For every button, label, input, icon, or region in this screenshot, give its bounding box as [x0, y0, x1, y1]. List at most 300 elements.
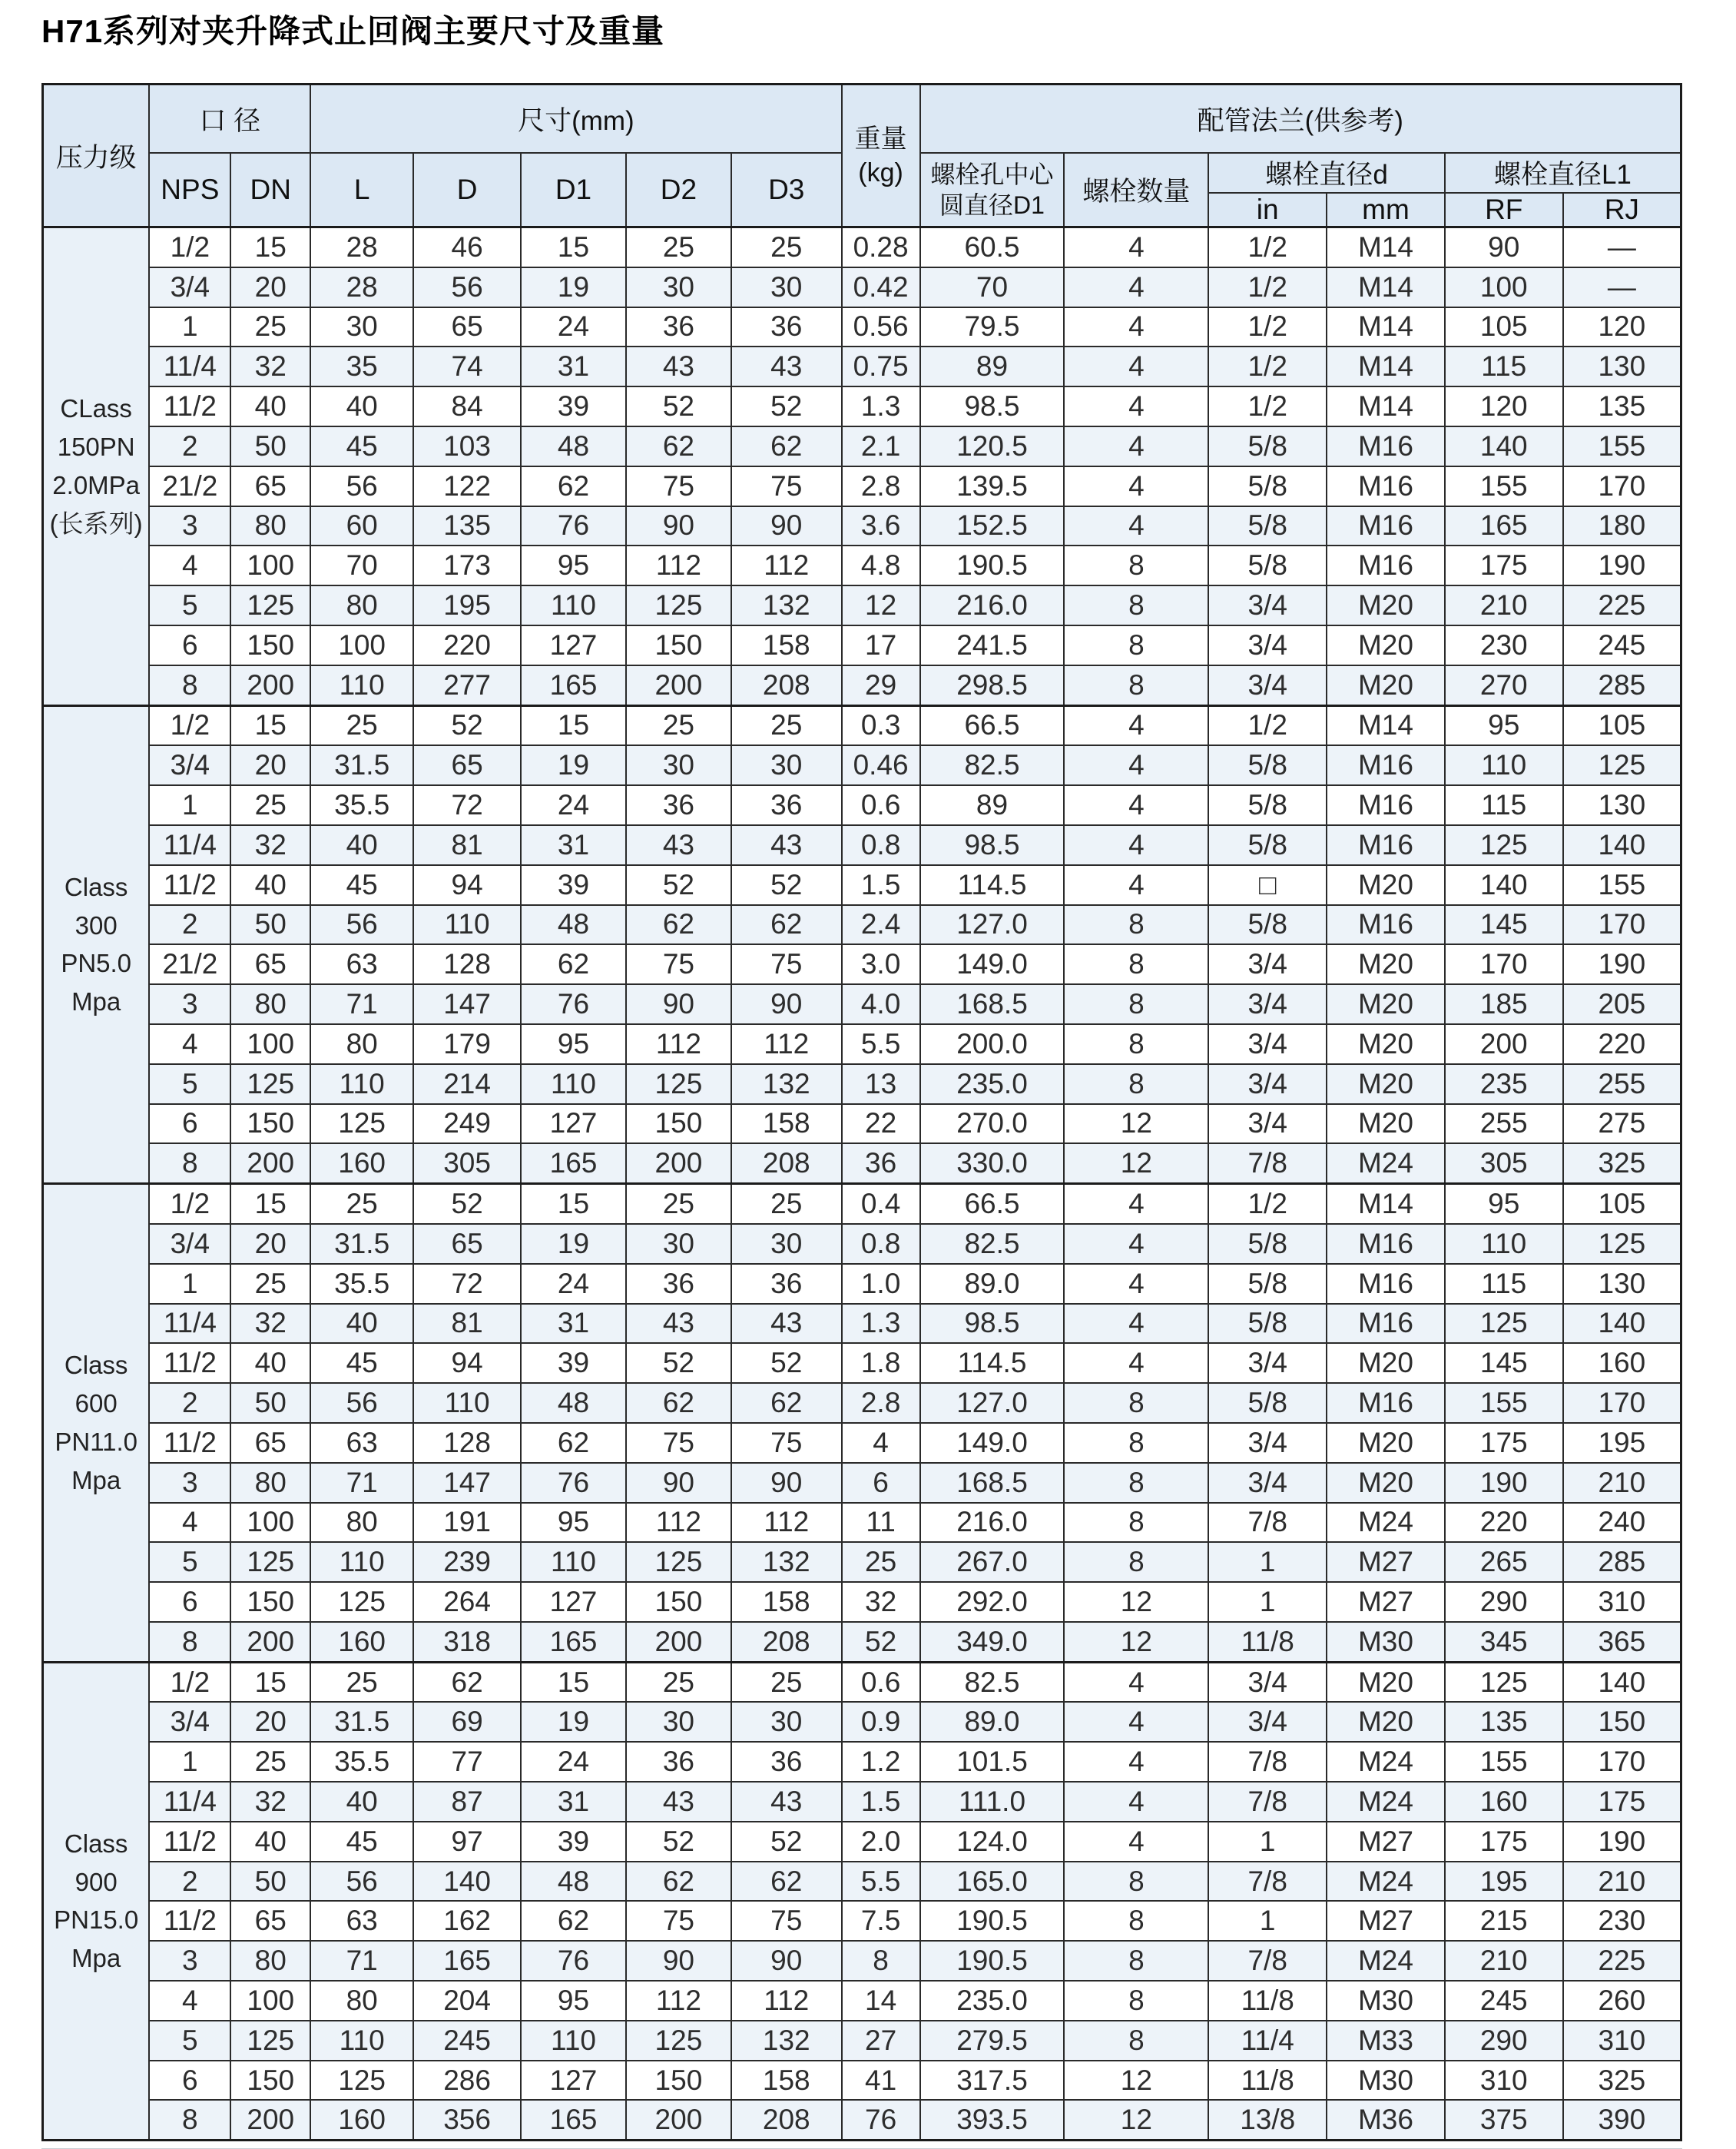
cell: 12	[1064, 1622, 1208, 1662]
table-row	[43, 665, 1681, 705]
cell: 1	[149, 1742, 230, 1782]
cell: 170	[1445, 944, 1563, 984]
cell: 150	[626, 1104, 731, 1144]
cell: 8	[149, 1622, 230, 1662]
cell: 105	[1445, 307, 1563, 347]
table-row	[43, 546, 1681, 585]
cell: M14	[1327, 347, 1445, 386]
cell: 2.8	[842, 1383, 920, 1423]
cell: 150	[626, 625, 731, 665]
cell: M14	[1327, 307, 1445, 347]
table-row	[43, 1862, 1681, 1902]
cell: 4	[1064, 825, 1208, 865]
cell: 56	[413, 267, 521, 307]
cell: 7/8	[1208, 1941, 1327, 1981]
cell: 11/2	[149, 1343, 230, 1383]
cell: 4	[1064, 1264, 1208, 1304]
cell: 290	[1445, 2021, 1563, 2061]
cell: 7/8	[1208, 1782, 1327, 1822]
cell: 100	[230, 546, 310, 585]
cell: 15	[230, 1662, 310, 1702]
cell: 168.5	[920, 1463, 1065, 1503]
cell: 127.0	[920, 1383, 1065, 1423]
cell: 111.0	[920, 1782, 1065, 1822]
cell: 3/4	[1208, 984, 1327, 1024]
table-row	[43, 426, 1681, 466]
table-row	[43, 227, 1681, 267]
cell: 127	[521, 625, 626, 665]
cell: 3	[149, 984, 230, 1024]
cell: 1/2	[149, 705, 230, 745]
table-row	[43, 1742, 1681, 1782]
cell: 40	[310, 386, 413, 426]
cell: 0.3	[842, 705, 920, 745]
cell: 11/4	[1208, 2021, 1327, 2061]
cell: 235.0	[920, 1981, 1065, 2021]
cell: 140	[1445, 426, 1563, 466]
table-row	[43, 1503, 1681, 1543]
cell: 4	[1064, 1782, 1208, 1822]
cell: 100	[230, 1981, 310, 2021]
cell: 25	[626, 705, 731, 745]
cell: 50	[230, 905, 310, 945]
cell: M14	[1327, 1184, 1445, 1224]
cell: 25	[731, 227, 842, 267]
cell: 65	[230, 1901, 310, 1941]
cell: 265	[1445, 1542, 1563, 1582]
cell: 270.0	[920, 1104, 1065, 1144]
cell: 60.5	[920, 227, 1065, 267]
cell: 2	[149, 905, 230, 945]
cell: 43	[626, 825, 731, 865]
cell: 200.0	[920, 1024, 1065, 1064]
cell: 5/8	[1208, 745, 1327, 785]
cell: 210	[1445, 585, 1563, 625]
cell: 11/8	[1208, 2061, 1327, 2101]
cell: 200	[626, 2100, 731, 2140]
cell: 95	[521, 1024, 626, 1064]
table-row	[43, 1981, 1681, 2021]
cell: 24	[521, 1742, 626, 1782]
cell: 3/4	[149, 1702, 230, 1742]
cell: M24	[1327, 1143, 1445, 1183]
table-row	[43, 386, 1681, 426]
cell: 130	[1563, 785, 1681, 825]
cell: 30	[626, 745, 731, 785]
table-row	[43, 1024, 1681, 1064]
cell: 75	[731, 1423, 842, 1463]
cell: 160	[1445, 1782, 1563, 1822]
cell: 20	[230, 267, 310, 307]
cell: 165	[413, 1941, 521, 1981]
cell: 200	[626, 1143, 731, 1183]
cell: 208	[731, 1622, 842, 1662]
cell: 31	[521, 347, 626, 386]
cell: 3/4	[1208, 665, 1327, 705]
cell: 39	[521, 386, 626, 426]
cell: 5/8	[1208, 905, 1327, 945]
cell: 125	[626, 2021, 731, 2061]
cell: 110	[413, 905, 521, 945]
cell: 5.5	[842, 1024, 920, 1064]
cell: 3/4	[149, 1224, 230, 1264]
cell: 175	[1445, 546, 1563, 585]
cell: 3/4	[1208, 1662, 1327, 1702]
cell: 4	[1064, 705, 1208, 745]
col-header-rj: RJ	[1563, 193, 1681, 227]
cell: 128	[413, 944, 521, 984]
col-header-nps: NPS	[149, 153, 230, 227]
cell: 35.5	[310, 1742, 413, 1782]
table-row	[43, 1542, 1681, 1582]
cell: 35.5	[310, 1264, 413, 1304]
cell: 175	[1445, 1423, 1563, 1463]
table-row	[43, 1901, 1681, 1941]
cell: 5	[149, 2021, 230, 2061]
cell: 76	[521, 1463, 626, 1503]
cell: 239	[413, 1542, 521, 1582]
cell: 190	[1563, 944, 1681, 984]
cell: 165	[521, 2100, 626, 2140]
cell: 235.0	[920, 1064, 1065, 1104]
cell: M14	[1327, 386, 1445, 426]
cell: M16	[1327, 1264, 1445, 1304]
cell: 149.0	[920, 944, 1065, 984]
cell: 158	[731, 1104, 842, 1144]
cell: M20	[1327, 1104, 1445, 1144]
cell: M14	[1327, 267, 1445, 307]
cell: 31	[521, 1782, 626, 1822]
bolt-circle-line1: 螺栓孔中心	[930, 161, 1054, 188]
cell: 31.5	[310, 745, 413, 785]
cell: 95	[521, 546, 626, 585]
cell: 165	[521, 665, 626, 705]
cell: 80	[310, 1024, 413, 1064]
cell: 3	[149, 506, 230, 546]
cell: 62	[521, 1423, 626, 1463]
cell: 52	[626, 386, 731, 426]
cell: 260	[1563, 1981, 1681, 2021]
cell: 210	[1563, 1862, 1681, 1902]
cell: 52	[731, 865, 842, 905]
cell: 8	[1064, 1542, 1208, 1582]
table-row	[43, 865, 1681, 905]
cell: 1/2	[1208, 386, 1327, 426]
col-header-pressure-class: 压力级	[43, 85, 150, 227]
cell: 8	[149, 2100, 230, 2140]
cell: 8	[1064, 1503, 1208, 1543]
cell: 241.5	[920, 625, 1065, 665]
cell: 19	[521, 1224, 626, 1264]
cell: 100	[230, 1503, 310, 1543]
cell: 8	[1064, 944, 1208, 984]
cell: 80	[310, 1503, 413, 1543]
cell: 36	[731, 1742, 842, 1782]
cell: 6	[842, 1463, 920, 1503]
cell: 48	[521, 1383, 626, 1423]
cell: 1	[1208, 1582, 1327, 1622]
cell: 310	[1563, 2021, 1681, 2061]
cell: 22	[842, 1104, 920, 1144]
cell: 290	[1445, 1582, 1563, 1622]
cell: 15	[521, 705, 626, 745]
cell: 39	[521, 865, 626, 905]
cell: 120.5	[920, 426, 1065, 466]
cell: 125	[230, 1064, 310, 1104]
cell: 114.5	[920, 1343, 1065, 1383]
cell: 36	[731, 1264, 842, 1304]
cell: 110	[310, 1064, 413, 1104]
cell: 4.8	[842, 546, 920, 585]
cell: 62	[626, 1862, 731, 1902]
cell: 110	[310, 1542, 413, 1582]
cell: 110	[413, 1383, 521, 1423]
cell: 152.5	[920, 506, 1065, 546]
cell: 155	[1445, 466, 1563, 506]
cell: 45	[310, 1822, 413, 1862]
cell: 1/2	[149, 1662, 230, 1702]
cell: 2	[149, 426, 230, 466]
cell: 4	[149, 1024, 230, 1064]
cell: 168.5	[920, 984, 1065, 1024]
cell: 48	[521, 426, 626, 466]
cell: 5/8	[1208, 1383, 1327, 1423]
table-row	[43, 785, 1681, 825]
cell: 140	[413, 1862, 521, 1902]
cell: 32	[842, 1582, 920, 1622]
cell: 25	[842, 1542, 920, 1582]
cell: 8	[1064, 625, 1208, 665]
cell: 5	[149, 1064, 230, 1104]
cell: 89	[920, 785, 1065, 825]
cell: 89	[920, 347, 1065, 386]
cell: 4	[1064, 426, 1208, 466]
cell: 245	[1563, 625, 1681, 665]
cell: 200	[230, 665, 310, 705]
weight-label-line1: 重量	[854, 124, 907, 154]
cell: 112	[731, 546, 842, 585]
pressure-group	[43, 227, 1681, 706]
cell: M16	[1327, 785, 1445, 825]
cell: 62	[521, 1901, 626, 1941]
cell: 36	[626, 785, 731, 825]
pressure-group	[43, 705, 1681, 1184]
cell: 30	[626, 267, 731, 307]
cell: 1.0	[842, 1264, 920, 1304]
table-row	[43, 1224, 1681, 1264]
cell: 1	[149, 1264, 230, 1304]
cell: 179	[413, 1024, 521, 1064]
cell: 170	[1563, 1383, 1681, 1423]
cell: 35.5	[310, 785, 413, 825]
cell: 25	[731, 705, 842, 745]
col-header-d: D	[413, 153, 521, 227]
cell: 14	[842, 1981, 920, 2021]
cell: 318	[413, 1622, 521, 1662]
cell: 21/2	[149, 466, 230, 506]
cell: 13	[842, 1064, 920, 1104]
cell: 12	[1064, 1143, 1208, 1183]
cell: 190.5	[920, 546, 1065, 585]
cell: 25	[310, 1184, 413, 1224]
cell: 45	[310, 426, 413, 466]
cell: M16	[1327, 426, 1445, 466]
table-row	[43, 1383, 1681, 1423]
cell: 19	[521, 267, 626, 307]
cell: 15	[230, 227, 310, 267]
cell: 4	[1064, 227, 1208, 267]
cell: 52	[731, 1822, 842, 1862]
cell: M14	[1327, 705, 1445, 745]
cell: 2	[149, 1383, 230, 1423]
cell: 7/8	[1208, 1742, 1327, 1782]
cell: 210	[1445, 1941, 1563, 1981]
cell: 305	[413, 1143, 521, 1183]
col-header-d1: D1	[521, 153, 626, 227]
cell: 4.0	[842, 984, 920, 1024]
cell: 31	[521, 1304, 626, 1344]
cell: 0.8	[842, 825, 920, 865]
cell: 115	[1445, 785, 1563, 825]
cell: 110	[310, 2021, 413, 2061]
cell: 125	[310, 1582, 413, 1622]
cell: 100	[310, 625, 413, 665]
cell: M36	[1327, 2100, 1445, 2140]
cell: 12	[1064, 2061, 1208, 2101]
cell: 40	[230, 1822, 310, 1862]
cell: 208	[731, 1143, 842, 1183]
cell: 356	[413, 2100, 521, 2140]
cell: 28	[310, 227, 413, 267]
cell: 90	[731, 1463, 842, 1503]
cell: M20	[1327, 665, 1445, 705]
cell: 8	[1064, 585, 1208, 625]
cell: 19	[521, 1702, 626, 1742]
cell: 19	[521, 745, 626, 785]
cell: 155	[1563, 865, 1681, 905]
cell: M16	[1327, 825, 1445, 865]
cell: 286	[413, 2061, 521, 2101]
cell: 43	[626, 347, 731, 386]
cell: 3/4	[1208, 585, 1327, 625]
col-header-bolt-qty: 螺栓数量	[1064, 153, 1208, 227]
cell: 190	[1563, 1822, 1681, 1862]
cell: 150	[626, 1582, 731, 1622]
cell: 25	[731, 1662, 842, 1702]
cell: 63	[310, 1901, 413, 1941]
cell: 76	[842, 2100, 920, 2140]
cell: 160	[1563, 1343, 1681, 1383]
cell: 160	[310, 1622, 413, 1662]
cell: 5	[149, 585, 230, 625]
cell: 43	[626, 1782, 731, 1822]
cell: 62	[626, 426, 731, 466]
cell: M16	[1327, 1383, 1445, 1423]
cell: 155	[1445, 1742, 1563, 1782]
cell: 225	[1563, 1941, 1681, 1981]
cell: 24	[521, 1264, 626, 1304]
cell: 90	[626, 984, 731, 1024]
table-row	[43, 1423, 1681, 1463]
table-row	[43, 2021, 1681, 2061]
cell: 25	[230, 1742, 310, 1782]
cell: 76	[521, 506, 626, 546]
cell: 95	[521, 1503, 626, 1543]
cell: 11/4	[149, 347, 230, 386]
cell: 35	[310, 347, 413, 386]
cell: 13/8	[1208, 2100, 1327, 2140]
cell: M14	[1327, 227, 1445, 267]
cell: M30	[1327, 1981, 1445, 2021]
cell: 112	[731, 1503, 842, 1543]
cell: 36	[626, 1742, 731, 1782]
cell: 0.8	[842, 1224, 920, 1264]
cell: M16	[1327, 1304, 1445, 1344]
cell: 0.46	[842, 745, 920, 785]
cell: 32	[230, 347, 310, 386]
cell: 200	[230, 2100, 310, 2140]
cell: 90	[626, 1463, 731, 1503]
cell: 12	[1064, 1582, 1208, 1622]
cell: 36	[626, 307, 731, 347]
cell: 95	[521, 1981, 626, 2021]
cell: 105	[1563, 705, 1681, 745]
cell: 8	[1064, 905, 1208, 945]
cell: 2.8	[842, 466, 920, 506]
cell: 3/4	[1208, 625, 1327, 665]
cell: 32	[230, 1304, 310, 1344]
cell: 80	[310, 585, 413, 625]
cell: 25	[230, 1264, 310, 1304]
cell: 195	[1563, 1423, 1681, 1463]
cell: 125	[626, 1542, 731, 1582]
cell: 135	[1445, 1702, 1563, 1742]
cell: M16	[1327, 546, 1445, 585]
cell: 205	[1563, 984, 1681, 1024]
cell: 1.8	[842, 1343, 920, 1383]
cell: 110	[521, 2021, 626, 2061]
cell: 140	[1563, 825, 1681, 865]
cell: 105	[1563, 1184, 1681, 1224]
table-row	[43, 1941, 1681, 1981]
cell: 11/2	[149, 865, 230, 905]
table-row	[43, 1184, 1681, 1224]
cell: 3/4	[149, 745, 230, 785]
cell: M16	[1327, 466, 1445, 506]
cell: 98.5	[920, 1304, 1065, 1344]
cell: 112	[731, 1024, 842, 1064]
cell: 40	[230, 865, 310, 905]
pressure-class-label: Class 900 PN15.0 Mpa	[43, 1662, 150, 2141]
cell: 110	[310, 665, 413, 705]
cell: 45	[310, 865, 413, 905]
cell: 75	[626, 1901, 731, 1941]
cell: 75	[626, 1423, 731, 1463]
cell: 5/8	[1208, 466, 1327, 506]
table-row	[43, 625, 1681, 665]
cell: 4	[1064, 1343, 1208, 1383]
cell: 147	[413, 1463, 521, 1503]
cell: 3	[149, 1941, 230, 1981]
cell: M33	[1327, 2021, 1445, 2061]
cell: 1.5	[842, 1782, 920, 1822]
cell: 1	[1208, 1822, 1327, 1862]
cell: 150	[230, 2061, 310, 2101]
cell: 75	[626, 944, 731, 984]
cell: 158	[731, 2061, 842, 2101]
cell: 122	[413, 466, 521, 506]
cell: M24	[1327, 1941, 1445, 1981]
